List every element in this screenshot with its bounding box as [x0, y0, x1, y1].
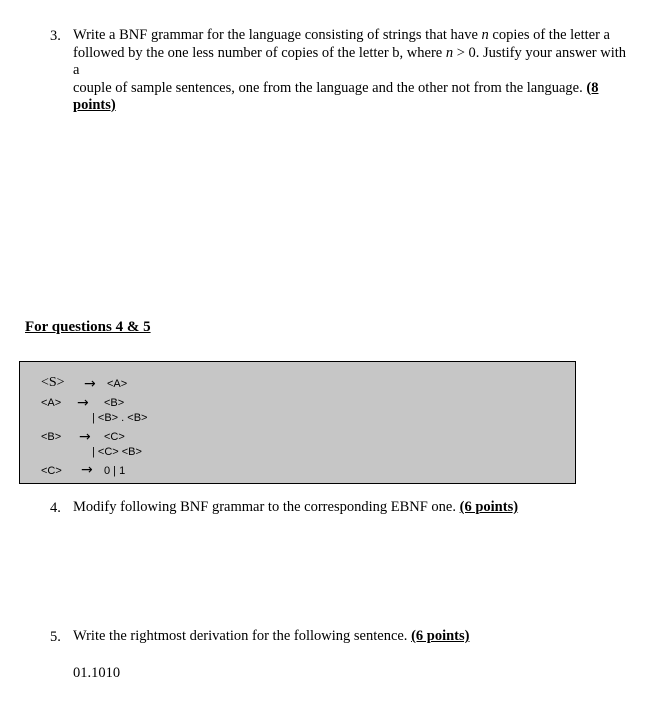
question-4-text: Modify following BNF grammar to the corresponding EBNF one. (6 points) — [73, 499, 519, 515]
question-5-number: 5. — [50, 629, 61, 645]
question-5-text: Write the rightmost derivation for the following sentence. (6 points) — [73, 628, 470, 644]
grammar-rule-a-lhs: <A> — [41, 397, 62, 409]
grammar-rule-a-rhs-1: <B> — [104, 397, 125, 409]
arrow-icon: → — [79, 429, 91, 445]
grammar-rule-c-rhs: 0 | 1 — [104, 465, 126, 477]
variable-n: n — [481, 27, 489, 43]
question-3-points-cont: points) — [73, 97, 116, 113]
question-3-line-1: Write a BNF grammar for the language consisting of strings that have n copies of the letter a — [73, 27, 610, 43]
grammar-rule-b-lhs: <B> — [41, 431, 62, 443]
arrow-icon: → — [81, 462, 93, 478]
grammar-rule-b-rhs-2: | <C> <B> — [92, 446, 142, 458]
grammar-rule-s-lhs: <S> — [41, 375, 65, 390]
question-3-line-3: couple of sample sentences, one from the language and the other not from the language. (8 — [73, 79, 599, 96]
variable-n: n — [445, 44, 454, 61]
arrow-icon: → — [77, 395, 89, 411]
question-3-points: (8 — [586, 79, 599, 96]
question-3-line-4 — [73, 97, 633, 115]
question-4-points: (6 points) — [459, 499, 519, 515]
question-5-points: (6 points) — [411, 628, 470, 644]
grammar-rule-c-lhs: <C> — [41, 465, 62, 477]
grammar-rule-a-rhs-2: | <B> . <B> — [92, 412, 148, 424]
section-heading: For questions 4 & 5 — [25, 319, 151, 335]
grammar-rule-b-rhs-1: <C> — [104, 431, 125, 443]
question-4-number: 4. — [50, 500, 61, 516]
grammar-rule-s-rhs: <A> — [107, 378, 128, 390]
question-3-number: 3. — [50, 28, 61, 44]
question-3-line-2: followed by the one less number of copies of the letter b, where n > 0. Justify your answer with a — [73, 44, 627, 78]
question-3-text — [73, 27, 633, 115]
question-5-sentence: 01.1010 — [73, 665, 121, 681]
arrow-icon: → — [84, 376, 96, 392]
